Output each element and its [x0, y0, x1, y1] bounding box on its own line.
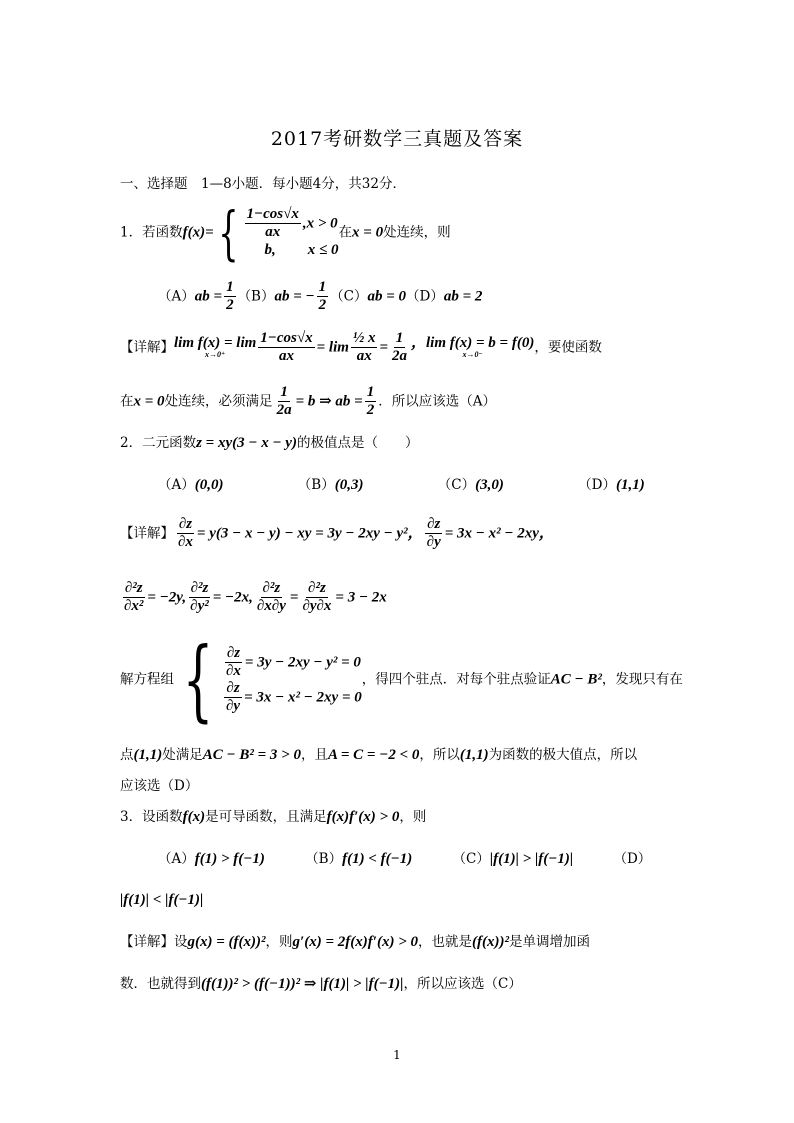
q3-line2-a: 数．也就得到: [120, 976, 201, 992]
q2-line-expr2: A = C = −2 < 0: [327, 747, 420, 763]
q3-suffix: ，则: [399, 809, 427, 825]
q1-detail-eq: = lim: [316, 339, 349, 356]
q2-d2x-num: ∂²z: [123, 580, 145, 598]
q2-sys2-expr: = 3x − x² − 2xy = 0: [244, 689, 362, 706]
q3-detail-label: 【详解】: [120, 934, 174, 950]
q1-options: [158, 279, 482, 315]
q3-option-a-label: （A）: [158, 851, 195, 867]
q2-dzdx-den: ∂x: [178, 534, 193, 551]
q2-line-c: ，且: [300, 747, 328, 763]
q3-option-a: f(1) > f(−1): [194, 851, 265, 867]
q1-option-b: ab = −: [274, 288, 315, 305]
q2-dzdy-expr: = 3x − x² − 2xy，: [444, 525, 554, 542]
q3-cond: f(x)f′(x) > 0: [326, 809, 400, 825]
q3-detail-expr2: g′(x) = 2f(x)f′(x) > 0: [292, 934, 419, 950]
q3-detail: [120, 935, 590, 950]
q1-detail-half-num: ½ x: [351, 330, 378, 348]
question-1: [120, 199, 451, 267]
q3-option-b-label: （B）: [305, 851, 343, 867]
q1-case1-den: ax: [265, 224, 281, 241]
q2-dyx-den: ∂y∂x: [302, 598, 332, 615]
q2-detail: [120, 516, 554, 552]
q1-option-c: ab = 0: [367, 288, 407, 305]
q3-detail-line2: [120, 977, 522, 992]
q2-dzdx-expr: = y(3 − x − y) − xy = 3y − 2xy − y²，: [196, 525, 423, 542]
q2-dyx-num: ∂²z: [306, 580, 328, 598]
q1-opt-b-den: 2: [318, 297, 327, 314]
q1-detail-res-den: 2a: [392, 348, 407, 365]
section-header: 一、选择题 1—8小题．每小题4分，共32分．: [120, 176, 406, 192]
q1-case1-cond: ,x > 0: [302, 215, 338, 232]
q1-detail-frac-num: 1−cos√x: [258, 330, 314, 348]
q3-detail-d: 是单调增加函: [509, 934, 590, 950]
q1-detail-sub: x→0⁺: [205, 350, 226, 360]
q2-dzdy-den: ∂y: [426, 534, 441, 551]
question-3: [120, 810, 426, 825]
q3-line2-expr: (f(1))² > (f(−1))² ⇒ |f(1)| > |f(−1)|: [201, 976, 404, 992]
q2-sys1-expr: = 3y − 2xy − y² = 0: [244, 653, 361, 670]
q1-option-a: ab =: [194, 288, 223, 305]
q2-sys2-den: ∂y: [226, 698, 241, 715]
q3-detail-c: ，也就是: [418, 934, 473, 950]
q2-conclusion-end: 应该选（D）: [120, 778, 199, 794]
q1-detail: [120, 330, 602, 366]
q3-option-c-label: （C）: [452, 851, 490, 867]
q2-sys-cases: [222, 645, 362, 716]
q1-detail-eq2: =: [379, 339, 388, 356]
q3-option-c: |f(1)| > |f(−1)|: [489, 851, 574, 867]
q2-suffix: 的极值点是（ ）: [296, 435, 419, 451]
q1-line2-frac-num: 1: [278, 384, 290, 402]
q1-fx: f(x)=: [182, 224, 214, 241]
question-2: [120, 436, 418, 451]
q1-line2-res-den: 2: [366, 402, 375, 419]
q2-expr: z = xy(3 − x − y): [196, 435, 297, 451]
q1-mid: 在: [338, 224, 353, 241]
q2-line-a: 点: [120, 747, 134, 763]
q1-line2-b: 处连续，必须满足: [164, 393, 273, 410]
q2-d2y-expr: = −2x,: [212, 589, 253, 606]
q2-line-b: 处满足: [162, 747, 203, 763]
q2-dzdy-num: ∂z: [425, 516, 442, 534]
q2-options: [158, 478, 645, 493]
q3-detail-a: 设: [174, 934, 188, 950]
q3-prefix: 3．设函数: [120, 809, 183, 825]
q1-option-d-label: （D）: [406, 288, 444, 305]
q3-options: [158, 852, 651, 867]
page-title: 2017考研数学三真题及答案: [270, 128, 524, 150]
q1-opt-b-num: 1: [317, 279, 329, 297]
q1-line2-a: 在: [120, 393, 134, 410]
q3-detail-expr1: g(x) = (f(x))²: [187, 934, 266, 950]
q3-detail-expr3: (f(x))²: [472, 934, 509, 950]
q1-detail-label: 【详解】: [120, 339, 174, 356]
q1-line2-res-num: 1: [365, 384, 377, 402]
q1-detail-tail: ，要使函数: [534, 339, 602, 356]
q1-detail-frac-den: ax: [278, 348, 294, 365]
q1-option-b-label: （B）: [237, 288, 275, 305]
q2-line-e: 为函数的极大值点，所以: [488, 747, 638, 763]
q2-d2y-num: ∂²z: [189, 580, 211, 598]
q2-sys-tail-b: ，发现只有在: [601, 671, 683, 688]
q1-case2-cond: x ≤ 0: [307, 242, 339, 259]
q1-detail-half-den: ax: [356, 348, 372, 365]
q1-detail-sub2: x→0⁻: [462, 350, 483, 360]
q1-line2-mid: = b ⇒ ab =: [295, 393, 363, 410]
q3-option-d-label: （D）: [613, 851, 652, 867]
q2-conclusion: [120, 748, 637, 763]
q1-detail-lim2: ，lim f(x) = b = f(0): [411, 335, 535, 352]
q2-second-derivatives: [120, 580, 387, 616]
q3-fx: f(x): [182, 809, 206, 825]
q1-option-d: ab = 2: [443, 288, 483, 305]
q2-option-c-label: （C）: [437, 477, 476, 493]
q2-d2x-expr: = −2y,: [147, 589, 187, 606]
q2-option-a-label: （A）: [158, 477, 195, 493]
q1-case1-num: 1−cos√x: [245, 206, 301, 224]
q2-option-b: (0,3): [334, 477, 364, 493]
q2-line-expr1: AC − B² = 3 > 0: [202, 747, 301, 763]
q1-line2-cond: x = 0: [133, 393, 165, 410]
q2-detail-label: 【详解】: [120, 525, 174, 542]
q1-line2-tail: ．所以应该选（A）: [378, 393, 496, 410]
q1-detail-line2: [120, 384, 496, 420]
q2-sys2-num: ∂z: [224, 680, 241, 698]
q1-opt-a-num: 1: [224, 279, 236, 297]
q2-option-d-label: （D）: [578, 477, 616, 493]
q2-line-pt: (1,1): [133, 747, 163, 763]
q1-option-a-label: （A）: [158, 288, 195, 305]
q1-cases: [243, 206, 339, 260]
q2-sys1-num: ∂z: [225, 645, 242, 663]
q2-dxy-num: ∂²z: [261, 580, 283, 598]
q2-option-c: (3,0): [475, 477, 504, 493]
q3-line2-b: ，所以应该选（C）: [403, 976, 522, 992]
q2-option-d: (1,1): [615, 477, 645, 493]
page-number: 1: [393, 1048, 401, 1062]
q3-detail-b: ，则: [265, 934, 293, 950]
q1-line2-frac-den: 2a: [276, 402, 292, 419]
q3-option-d: [120, 893, 203, 908]
q1-opt-a-den: 2: [226, 297, 234, 314]
q1-detail-lim1: lim f(x) = lim: [174, 335, 257, 352]
q2-dxy-eq: =: [289, 589, 299, 606]
q1-brace: {: [217, 199, 239, 267]
q2-sys-tail-a: ，得四个驻点．对每个驻点验证: [361, 671, 551, 688]
q2-d2x-den: ∂x²: [124, 598, 144, 615]
q2-line-pt2: (1,1): [459, 747, 489, 763]
q2-option-b-label: （B）: [297, 477, 335, 493]
q2-dyx-expr: = 3 − 2x: [335, 589, 387, 606]
q1-option-c-label: （C）: [330, 288, 368, 305]
q1-suffix: 处连续，则: [383, 224, 451, 241]
q2-sys-label: 解方程组: [120, 671, 174, 688]
q3-option-d-value: |f(1)| < |f(−1)|: [120, 892, 204, 908]
q2-sys-tail-expr: AC − B²: [550, 671, 602, 688]
q2-system: [120, 628, 683, 731]
q1-cond: x = 0: [352, 224, 384, 241]
q2-option-a: (0,0): [194, 477, 224, 493]
q2-d2y-den: ∂y²: [190, 598, 209, 615]
q2-sys1-den: ∂x: [226, 662, 241, 679]
q2-dxy-den: ∂x∂y: [256, 598, 286, 615]
q2-line-d: ，所以: [419, 747, 460, 763]
q2-prefix: 2．二元函数: [120, 435, 197, 451]
q3-mid: 是可导函数，且满足: [205, 809, 327, 825]
q2-dzdx-num: ∂z: [177, 516, 194, 534]
q1-prefix: 1．若函数: [120, 224, 183, 241]
q2-sys-brace: {: [182, 628, 214, 731]
q1-case2-val: b,: [264, 242, 276, 259]
q1-detail-res-num: 1: [394, 330, 406, 348]
q3-option-b: f(1) < f(−1): [342, 851, 413, 867]
